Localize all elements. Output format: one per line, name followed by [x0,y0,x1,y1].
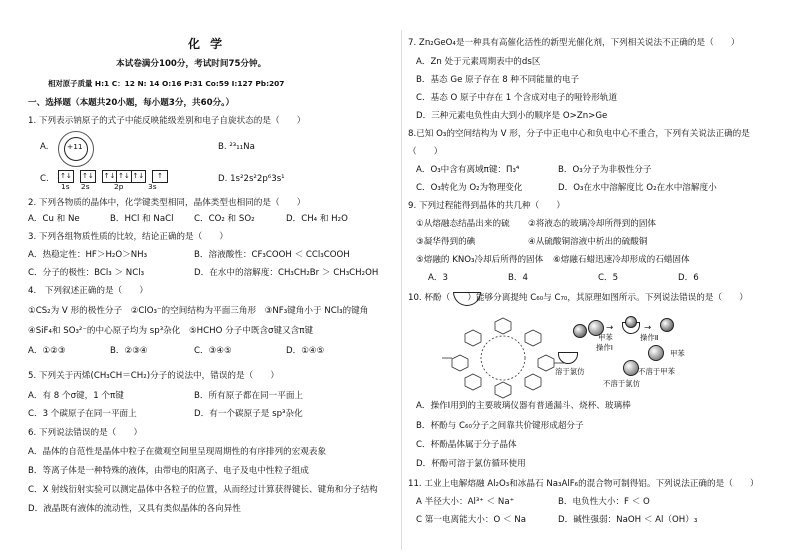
c70-residue [623,360,639,376]
q10-option-d: D．杯酚可溶于氯仿循环使用 [416,459,526,469]
q5-option-c: C．3 个碳原子在同一平面上 [28,409,137,419]
q7-option-d: D．三种元素电负性由大到小的顺序是 O>Zn>Ge [416,111,608,121]
q9-option-c: C．5 [598,273,619,283]
q5-option-b: B．所有原子都在同一平面上 [194,391,304,401]
question-10: 10. 杯酚（ ）能够分离提纯 C₆₀与 C₇₀，其原理如图所示。下列说法错误的是（ ） [408,293,748,303]
label-toluene-2: 甲苯 [670,349,685,358]
q3-option-d: D．在水中的溶解度：CH₃CH₂Br ＞ CH₃CH₂OH [194,268,379,278]
q9-statement-1: ①从熔融态结晶出来的硫 [416,219,510,229]
question-5: 5. 下列关于丙烯(CH₃CH＝CH₂)分子的说法中，错误的是（ ） [28,371,279,381]
orbital-label-1s: 1s [61,182,70,191]
q4-option-a: A．①②③ [28,346,66,356]
q8-option-b: B．O₃分子为非极性分子 [558,165,652,175]
benzene-ring [538,355,554,371]
question-7: 7. Zn₂GeO₄是一种具有高催化活性的新型光催化剂，下列相关说法不正确的是（ ） [408,38,740,48]
q6-option-b: B．等离子体是一种特殊的液体，由带电的阳离子、电子及电中性粒子组成 [28,466,309,476]
q9-statement-5: ⑤熔融的 KNO₃冷却后所得的固体 [416,255,544,265]
benzene-ring [495,382,511,398]
q8-option-a: A．O₃中含有离域π键：Π₃⁴ [416,165,520,175]
benzene-ring [452,355,468,371]
q4-option-b: B．②③④ [110,346,148,356]
q8-option-d: D．O₃在水中溶解度比 O₂在水中溶解度小 [558,183,717,193]
page-title: 化 学 [188,37,226,51]
right-column: 7. Zn₂GeO₄是一种具有高催化活性的新型光催化剂，下列相关说法不正确的是（ ） A．Zn 处于元素周期表中的ds区 B．基态 Ge 原子存在 8 种不同能量的电子 C．基态 O 原子中存在 1 个含成对电子的哑铃形轨道 D．三种元素电负性由大到小的顺序是 O>Zn>Ge 8.已知 O₃的空间结构为 V 形，分子中正电中心和负电中心不重合，下列有关说法正确的是 （ ） A．O₃中含有离域π键：Π₃⁴ B．O₃分子为非极性分子 C．O₃转化为 O₂为物理变化 D．O₃在水中溶解度比 O₂在水中溶解度小 9. 下列过程能得到晶体的共几种（ ） ①从熔融态结晶出来的硫 ②将液态的玻璃冷却所得到的固体 ③凝华得到的碘 ④从硫酸铜溶液中析出的硫酸铜 ⑤熔融的 KNO₃冷却后所得的固体 ⑥熔融石蜡迅速冷却形成的石蜡固体 A．3 B．4 C．5 D．6 10. 杯酚（ ）能够分离提纯 C₆₀与 C₇₀，其原理如图所示。下列说法错误的是（ ） → → 甲苯 操作Ⅰ 操作Ⅱ 溶于氯仿 不溶于甲苯 不溶于氯仿 甲苯 A．操作Ⅰ用到的主要玻璃仪器有普通漏斗、烧杯、玻璃棒 B．杯酚与 C₆₀分子之间靠共价键形成超分子 C．杯酚晶体属于分子晶体 D．杯酚可溶于氯仿循环使用 11. 工业上电解熔融 Al₂O₃和冰晶石 Na₃AlF₆的混合物可制得铝。下列说法正确的是（ ） A 半径大小：Al³⁺ ＜ Na⁺ B．电负性大小：F ＜ O C 第一电离能大小：O ＜ Na D．碱性强弱：NaOH ＜ Al（OH）₃ [408,38,759,525]
nucleus-label: +11 [67,142,83,151]
q4-option-c: C．③④⑤ [194,346,232,356]
benzene-ring [495,318,511,334]
q8-option-c: C．O₃转化为 O₂为物理变化 [416,183,523,193]
q7-option-a: A．Zn 处于元素周期表中的ds区 [416,57,541,67]
q11-option-d: D．碱性强弱：NaOH ＜ Al（OH）₃ [558,515,698,525]
question-8: 8.已知 O₃的空间结构为 V 形，分子中正电中心和负电中心不重合，下列有关说法正确的是 [408,129,750,139]
q10-option-a: A．操作Ⅰ用到的主要玻璃仪器有普通漏斗、烧杯、玻璃棒 [416,401,631,411]
question-6: 6. 下列说法错误的是（ ） [28,428,143,438]
q3-option-a: A．热稳定性：HF＞H₂O＞NH₃ [28,250,148,260]
q11-option-a: A 半径大小：Al³⁺ ＜ Na⁺ [416,497,515,507]
orbital-1s: ↑↓ [58,170,74,183]
orbital-label-3s: 3s [148,182,157,191]
benzene-ring [465,330,481,346]
left-column [28,0,398,560]
inner-cavity [481,336,525,380]
benzene-ring [465,374,481,390]
q9-option-d: D．6 [678,273,699,283]
c60-in-cup [625,316,637,328]
atomic-masses: 相对原子质量 H:1 C：12 N: 14 O:16 P:31 Co:59 I:127 Pb:207 [48,79,285,88]
orbital-2s: ↑↓ [80,170,96,183]
column-divider [401,30,402,550]
q2-option-d: D．CH₄ 和 H₂O [286,214,348,224]
question-9: 9. 下列过程能得到晶体的共几种（ ） [408,201,566,211]
exam-subtitle: 本试卷满分100分，考试时间75分钟。 [116,59,267,69]
q7-option-b: B．基态 Ge 原子存在 8 种不同能量的电子 [416,75,580,85]
q1-option-c: C. [40,174,49,184]
q9-statement-2: ②将液态的玻璃冷却所得到的固体 [528,219,657,229]
q4-option-d: D．①④⑤ [286,346,325,356]
label-operation-2: 操作Ⅱ [640,333,659,342]
q11-option-b: B．电负性大小：F ＜ O [558,497,650,507]
q3-option-b: B．溶液酸性：CF₃COOH ＜ CCl₃COOH [194,250,350,260]
benzene-ring [525,330,541,346]
label-operation-1: 操作Ⅰ [596,343,613,352]
q6-option-a: A．晶体的自范性是晶体中粒子在微观空间里呈现周期性的有序排列的宏观表象 [28,447,327,457]
q2-option-c: C．CO₂ 和 SO₂ [194,214,255,224]
q9-statement-4: ④从硫酸铜溶液中析出的硫酸铜 [528,237,648,247]
c70-product [648,345,664,361]
q2-option-b: B．HCl 和 NaCl [110,214,174,224]
electron-shell [58,131,94,167]
q5-option-a: A．有 8 个σ键，1 个π键 [28,391,124,401]
orbital-label-2s: 2s [81,182,90,191]
q10-option-c: C．杯酚晶体属于分子晶体 [416,440,517,450]
question-3: 3. 下列各组物质性质的比较，结论正确的是（ ） [28,232,228,242]
q6-option-d: D．液晶既有液体的流动性，又具有类似晶体的各向异性 [28,504,241,514]
q9-option-b: B．4 [508,273,528,283]
q8-paren: （ ） [408,147,443,157]
q5-option-d: D．有一个碳原子是 sp³杂化 [194,409,303,419]
orbital-3s: ↑ [152,170,168,183]
q10-option-b: B．杯酚与 C₆₀分子之间靠共价键形成超分子 [416,421,584,431]
q7-option-c: C．基态 O 原子中存在 1 个含成对电子的哑铃形轨道 [416,93,618,103]
q9-statement-6: ⑥熔融石蜡迅速冷却形成的石蜡固体 [553,255,690,265]
q3-option-c: C．分子的极性：BCl₃ ＞ NCl₃ [28,268,145,278]
question-11: 11. 工业上电解熔融 Al₂O₃和冰晶石 Na₃AlF₆的混合物可制得铝。下列说法正确的是（ ） [408,479,759,489]
q2-option-a: A．Cu 和 Ne [28,214,80,224]
q1-option-a: A. [40,142,49,152]
question-2: 2. 下列各物质的晶体中，化学键类型相同，晶体类型也相同的是（ ） [28,198,306,208]
q4-statements-1: ①CS₂为 V 形的极性分子 ②ClO₃⁻的空间结构为平面三角形 ③NF₃键角小于 NCl₃的键角 [28,306,369,316]
q11-option-c: C 第一电离能大小：O ＜ Na [416,515,526,525]
q9-statement-3: ③凝华得到的碘 [416,237,476,247]
question-1: 1. 下列表示钠原子的式子中能反映能级差别和电子自旋状态的是（ ） [28,116,306,126]
c60-molecule [573,324,587,338]
orbital-2p: ↑↓ ↑↓ ↑↓ [102,170,146,183]
label-insoluble-toluene: 不溶于甲苯 [638,367,675,376]
q6-option-c: C．X 射线衍射实验可以测定晶体中各粒子的位置，从而经过计算获得键长、键角和分子结构 [28,485,378,495]
calixarene-structure-diagram [438,310,568,405]
question-4: 4. 下列叙述正确的是（ ） [28,286,148,296]
benzene-ring [525,374,541,390]
label-toluene: 甲苯 [598,333,613,342]
orbital-label-2p: 2p [114,182,124,191]
label-insoluble-chloroform: 不溶于氯仿 [603,379,640,388]
section-heading: 一、选择题（本题共20小题，每小题3分，共60分。） [28,98,235,108]
q1-option-b: B. ²³₁₁Na [218,142,255,152]
q1-option-d: D. 1s²2s²2p⁶3s¹ [218,174,285,184]
q9-option-a: A．3 [428,273,448,283]
c60-product [660,318,674,332]
label-dissolve-chloroform: 溶于氯仿 [555,367,585,376]
q4-statements-2: ④SiF₄和 SO₃²⁻的中心原子均为 sp³杂化 ⑤HCHO 分子中既含σ键又含π键 [28,326,314,336]
